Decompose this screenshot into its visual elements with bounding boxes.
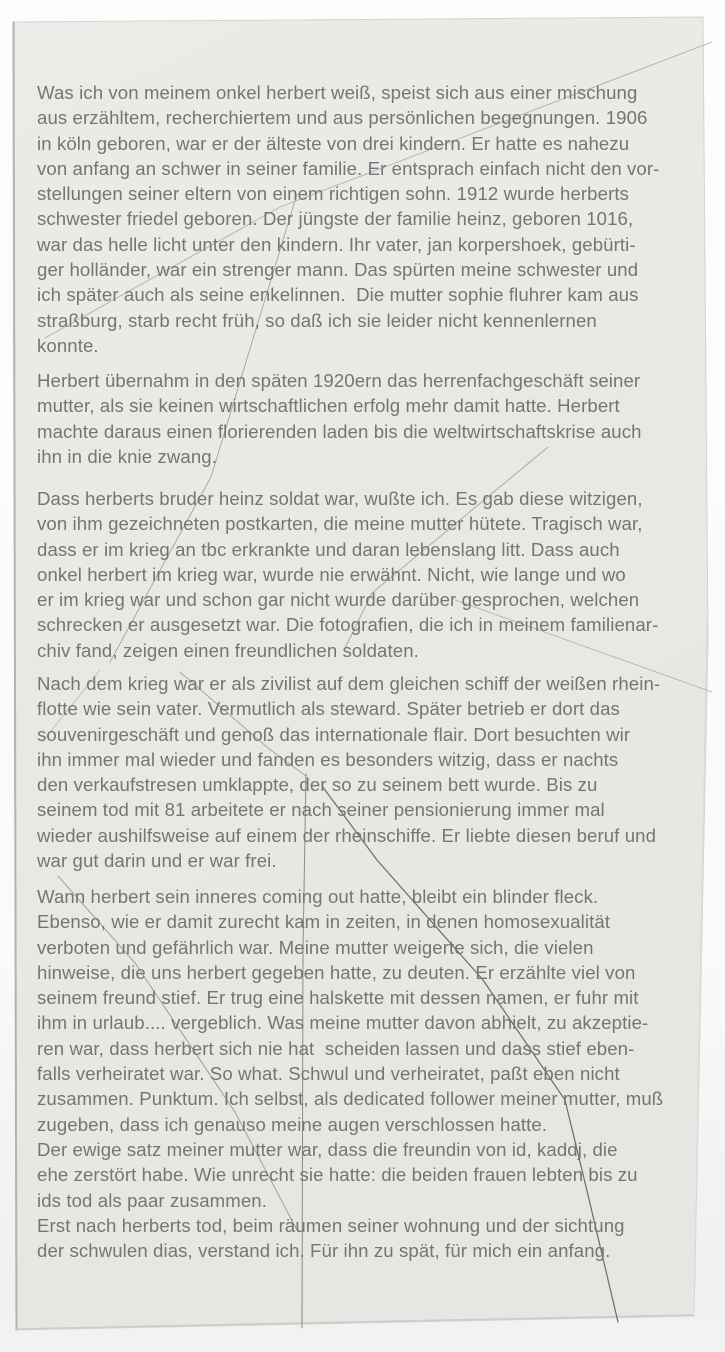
text-paragraph-2: Herbert übernahm in den späten 1920ern das herrenfachgeschäft seiner mutter, als sie keinen wirtschaftlichen erfolg mehr damit hatte. Herbert machte daraus einen florierenden laden bis die weltwirtschaftskrise auch ihn in die knie zwang. [37,370,642,467]
text-paragraph-4: Nach dem krieg war er als zivilist auf dem gleichen schiff der weißen rhein- flotte wie sein vater. Vermutlich als steward. Später betrieb er dort das souvenirgeschäft und genoß das internationale flair. Dort besuchten wir ihn immer mal wieder und fanden es besonders witzig, dass er nachts den verkaufstresen umklappte, der so zu seinem bett wurde. Bis zu seinem tod mit 81 arbeitete er nach seiner pensionierung immer mal wieder aushilfsweise auf einem der rheinschiffe. Er liebte diesen beruf und war gut darin und er war frei. [37,673,661,872]
text-paragraph-1: Was ich von meinem onkel herbert weiß, speist sich aus einer mischung aus erzähltem, recherchiertem und aus persönlichen begegnungen. 1906 in köln geboren, war er der älteste von drei kindern. Er hatte es nahezu von anfang an schwer in seiner familie. Er entsprach einfach nicht den vor- stellungen seiner eltern von einem richtigen sohn. 1912 wurde herberts schwester friedel geboren. Der jüngste der familie heinz, geboren 1016, war das helle licht unter den kindern. Ihr vater, jan korpershoek, gebürti- ger holländer, war ein strenger mann. Das spürten meine schwester und ich später auch als seine enkelinnen. Die mutter sophie fluhrer kam aus straßburg, starb recht früh, so daß ich sie leider nicht kennenlernen konnte. [37,82,660,356]
text-paragraph-3: Dass herberts bruder heinz soldat war, wußte ich. Es gab diese witzigen, von ihm gezeichneten postkarten, die meine mutter hütete. Tragisch war, dass er im krieg an tbc erkrankte und daran lebenslang litt. Dass auch onkel herbert im krieg war, wurde nie erwähnt. Nicht, wie lange und wo er im krieg war und schon gar nicht wurde darüber gesprochen, welchen schrecken er ausgesetzt war. Die fotografien, die ich in meinem familienar- chiv fand, zeigen einen freundlichen soldaten. [37,488,659,661]
text-paragraph-5: Wann herbert sein inneres coming out hatte, bleibt ein blinder fleck. Ebenso, wie er damit zurecht kam in zeiten, in denen homosexualität verboten und gefährlich war. Meine mutter weigerte sich, die vielen hinweise, die uns herbert gegeben hatte, zu deuten. Er erzählte viel von seinem freund stief. Er trug eine halskette mit dessen namen, er fuhr mit ihm in urlaub.... vergeblich. Was meine mutter davon abhielt, zu akzeptie- ren war, dass herbert sich nie hat scheiden lassen und dass stief eben- falls verheiratet war. So what. Schwul und verheiratet, paßt eben nicht zusammen. Punktum. Ich selbst, als dedicated follower meiner mutter, muß zugeben, dass ich genauso meine augen verschlossen hatte. Der ewige satz meiner mutter war, dass die freundin von id, kaddj, die ehe zerstört habe. Wie unrecht sie hatte: die beiden frauen lebten bis zu ids tod als paar zusammen. Erst nach herberts tod, beim räumen seiner wohnung und der sichtung der schwulen dias, verstand ich. Für ihn zu spät, für mich ein anfang. [37,886,664,1262]
paper-sheet [13,17,708,1330]
